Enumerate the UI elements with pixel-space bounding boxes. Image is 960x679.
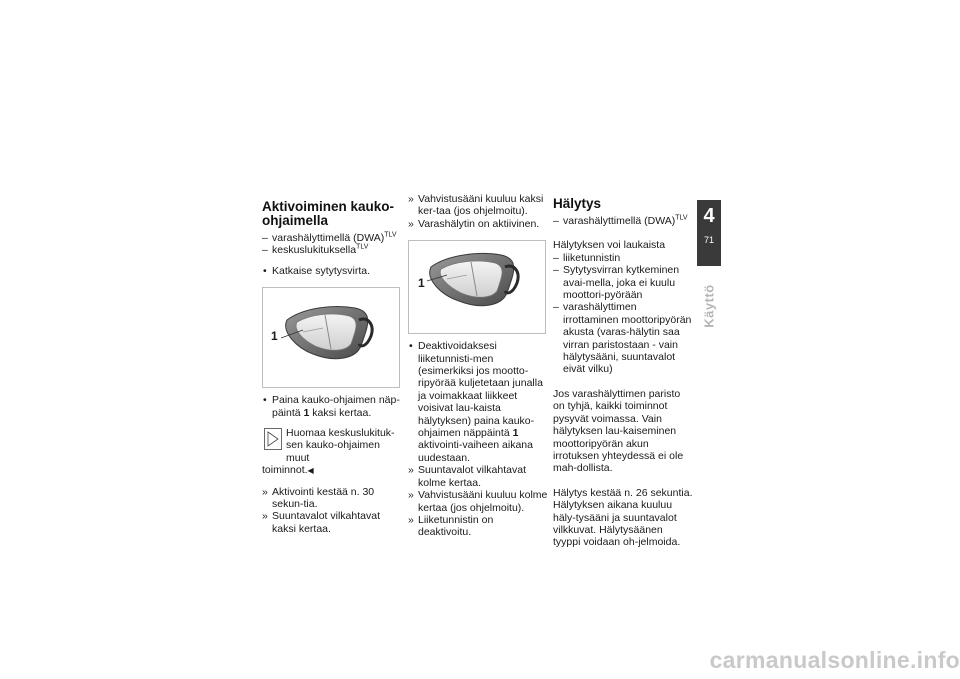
- paragraph: Jos varashälyttimen paristo on tyhjä, kaikki toiminnot pysyvät voimassa. Vain hälytyksen lau-kaiseminen moottoripyörän akun irrotuksen yhteydessä ei ole mah-dollista.: [553, 387, 684, 475]
- watermark: carmanualsonline.info: [709, 647, 960, 673]
- requirement-item: – varashälyttimellä (DWA)$^{TLV}$: [553, 215, 693, 227]
- result-item: » Varashälytin on aktiivinen.: [408, 218, 548, 230]
- section-heading-alarm: Hälytys: [553, 196, 602, 211]
- column-middle: [408, 193, 548, 539]
- result-item: » Vahvistusääni kuuluu kolme kertaa (jos ohjelmoitu).: [408, 489, 548, 514]
- result-item: » Suuntavalot vilkahtavat kaksi kertaa.: [262, 510, 402, 535]
- note-triangle-icon: [264, 428, 282, 450]
- requirement-item: – keskuslukituksella$^{TLV}$: [262, 244, 402, 256]
- paragraph: Hälytys kestää n. 26 sekuntia. Hälytyksen aikana kuuluu häly-tysääni ja suuntavalot vilkkuvat. Hälytysäänen tyyppi voidaan oh-jelmoida.: [553, 486, 693, 549]
- alarm-trigger-item: – Sytytysvirran kytkeminen avai-mella, joka ei kuulu moottori-pyörään: [553, 264, 693, 301]
- remote-key-illustration: [409, 241, 545, 333]
- instruction-step: • Deaktivoidaksesi liiketunnisti-men (esimerkiksi jos mootto-ripyörää kuljetetaan junalla ja voimakkaat liikkeet voisivat lau-kaista hälytyksen) paina kauko-ohjaimen näppäintä 1 aktivointi-vaiheen aikana uudestaan.: [408, 340, 548, 464]
- alarm-trigger-item: – liiketunnistin: [553, 252, 693, 264]
- alarm-trigger-item: – varashälyttimen irrottaminen moottoripyörän akusta (varas-hälytin saa virran paristostaan - vain hälytysääni, suuntavalot eivät vilku): [553, 301, 693, 375]
- alarm-intro: Hälytyksen voi laukaista: [553, 239, 666, 252]
- note-tail: toiminnot.◀: [262, 464, 314, 477]
- result-item: » Aktivointi kestää n. 30 sekun-tia.: [262, 486, 402, 511]
- figure-callout-1: 1: [418, 276, 425, 291]
- requirement-item: – varashälyttimellä (DWA)$^{TLV}$: [262, 232, 402, 244]
- instruction-step: • Katkaise sytytysvirta.: [262, 265, 402, 277]
- instruction-step: • Paina kauko-ohjaimen näp-päintä 1 kaksi kertaa.: [262, 394, 402, 419]
- result-item: » Liiketunnistin on deaktivoitu.: [408, 514, 548, 539]
- remote-key-figure: [262, 287, 400, 388]
- result-item: » Vahvistusääni kuuluu kaksi ker-taa (jos ohjelmoitu).: [408, 193, 548, 218]
- page-number: 71: [703, 235, 714, 245]
- column-left: [262, 200, 402, 535]
- end-marker-icon: ◀: [307, 466, 314, 476]
- chapter-number: 4: [703, 205, 715, 227]
- chapter-tab: [697, 200, 721, 266]
- section-heading-remote-activation: Aktivoiminen kauko- ohjaimella: [262, 199, 395, 228]
- result-item: » Suuntavalot vilkahtavat kolme kertaa.: [408, 464, 548, 489]
- column-right: [553, 197, 693, 549]
- remote-key-figure: [408, 240, 546, 334]
- note-block: Huomaa keskuslukituk-sen kauko-ohjaimen muut: [262, 427, 402, 464]
- chapter-side-label: Käyttö: [701, 284, 717, 328]
- remote-key-illustration: [263, 288, 399, 387]
- figure-callout-1: 1: [271, 329, 278, 344]
